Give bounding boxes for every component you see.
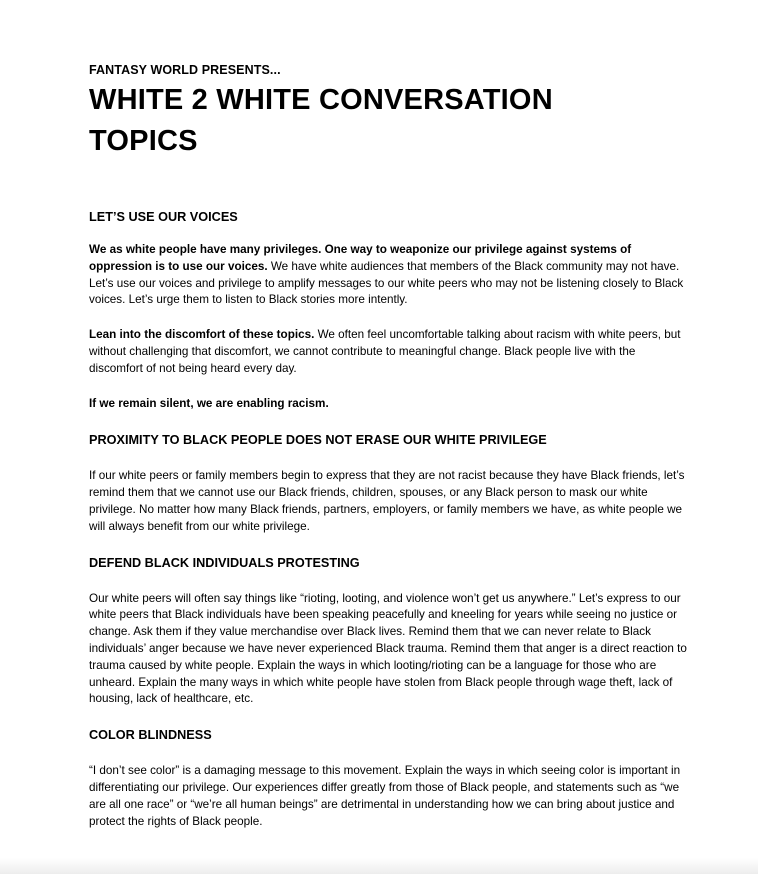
paragraph-voices-1-bold: We as white people have many privileges. One way to weaponize our privilege against systems of oppression is to use our voices. <box>89 243 632 273</box>
paragraph-defend: Our white peers will often say things like “rioting, looting, and violence won’t get us anywhere.” Let’s express to our white peers that Black individuals have been speaking peacefully and kneeling for years while seeing no justice or change. Ask them if they value merchandise over Black lives. Remind them that we can never relate to Black individuals’ anger because we have never experienced Black trauma. Remind them that anger is a direct reaction to trauma caused by white people. Explain the ways in which looting/rioting can be a language for those who are unheard. Explain the many ways in which white people have stolen from Black people through wage theft, lack of housing, lack of healthcare, etc. <box>89 591 687 706</box>
page-title-line-2: TOPICS <box>89 125 198 157</box>
paragraph-voices-2 <box>89 327 688 377</box>
paragraph-proximity: If our white peers or family members begin to express that they are not racist because they have Black friends, let’s remind them that we cannot use our Black friends, children, spouses, or any Black person to mask our white privilege. No matter how many Black friends, partners, employers, or family members we have, as white people we will always benefit from our white privilege. <box>89 469 685 533</box>
paragraph-voices-3-bold: If we remain silent, we are enabling racism. <box>89 396 329 410</box>
paragraph-voices-3 <box>89 396 688 413</box>
section-heading-voices: LET’S USE OUR VOICES <box>89 210 238 224</box>
section-heading-defend: DEFEND BLACK INDIVIDUALS PROTESTING <box>89 555 360 570</box>
page-bottom-shadow <box>0 858 758 874</box>
presenter-line: FANTASY WORLD PRESENTS... <box>89 63 281 77</box>
section-heading-color-blindness: COLOR BLINDNESS <box>89 728 212 743</box>
paragraph-color-blindness: “I don’t see color” is a damaging message to this movement. Explain the ways in which seeing color is important in differentiating our privilege. Our experiences differ greatly from those of Black people, and statements such as “we are all one race” or “we’re all human beings” are detrimental in understanding how we can bring about justice and protect the rights of Black people. <box>89 764 681 828</box>
page-title-line-1: WHITE 2 WHITE CONVERSATION <box>89 84 553 116</box>
page-title <box>89 80 688 162</box>
paragraph-voices-1 <box>89 242 688 309</box>
paragraph-voices-2-bold: Lean into the discomfort of these topics. <box>89 328 315 342</box>
paragraph-voices-1-text: We have white audiences that members of the Black community may not have. Let’s use our voices and privilege to amplify messages to our white peers who may not be listening closely to Black voices. Let’s urge them to listen to Black stories more intently. <box>89 259 684 307</box>
section-heading-proximity: PROXIMITY TO BLACK PEOPLE DOES NOT ERASE OUR WHITE PRIVILEGE <box>89 433 547 448</box>
paragraph-voices-2-text: We often feel uncomfortable talking about racism with white peers, but without challenging that discomfort, we cannot contribute to meaningful change. Black people live with the discomfort of not being heard every day. <box>89 328 681 375</box>
